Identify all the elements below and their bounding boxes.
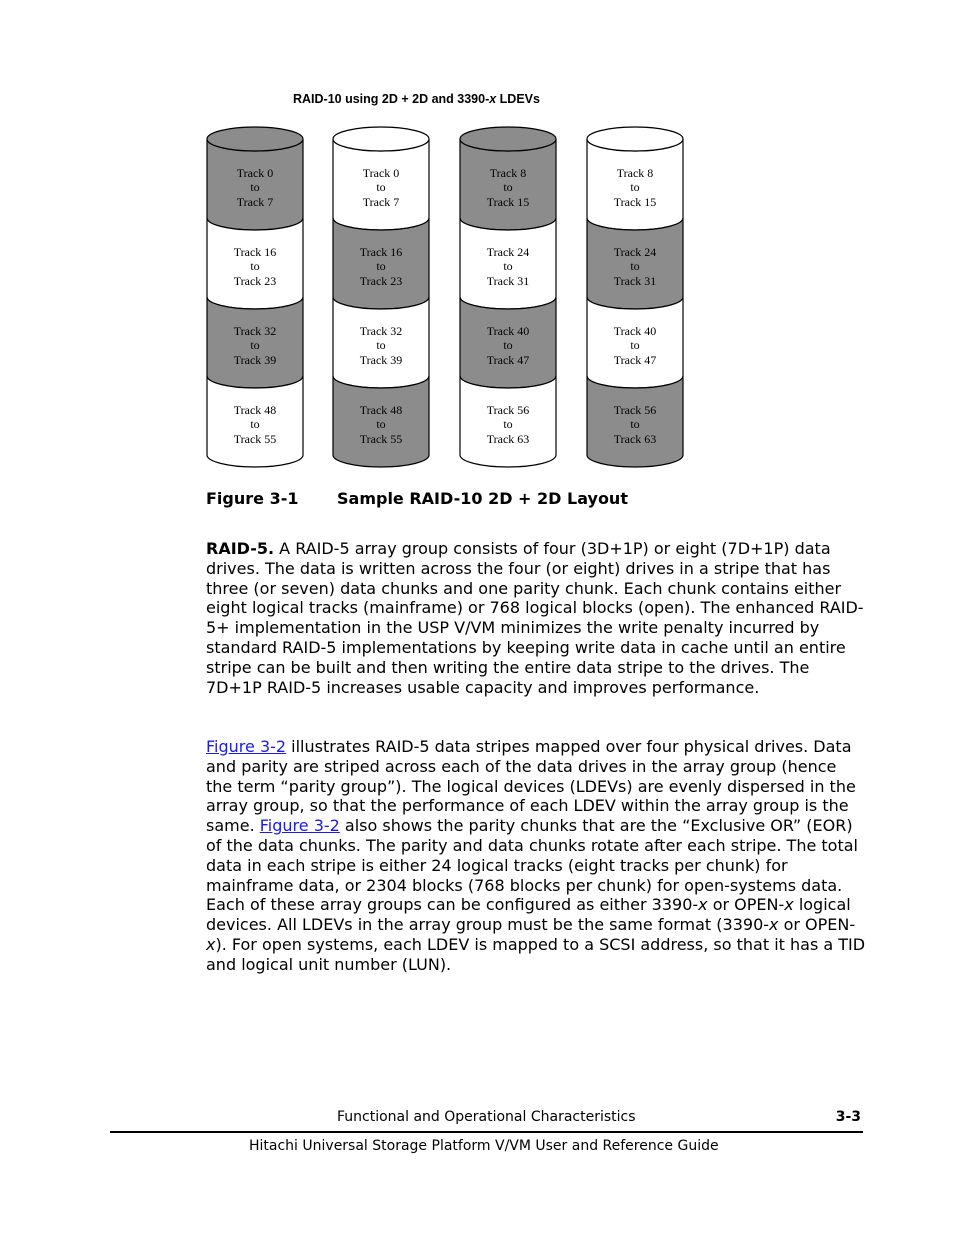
drive-2-segment-2-label-3: Track 23	[359, 274, 403, 288]
drive-3-segment-4-label-1: Track 56	[486, 403, 530, 417]
paragraph-raid5	[206, 539, 866, 697]
figure-title-suffix: LDEVs	[496, 92, 540, 106]
paragraph-figure-ref	[206, 737, 866, 975]
drive-4-segment-3-label-1: Track 40	[613, 324, 657, 338]
figure-3-2-link[interactable]: Figure 3-2	[206, 737, 287, 756]
drive-3-segment-1-label-2: to	[503, 180, 513, 194]
drive-2-segment-4-label-2: to	[376, 417, 386, 431]
paragraph-text-f: ). For open systems, each LDEV is mapped to a SCSI address, so that it has a TID and logical unit number (LUN).	[206, 934, 866, 974]
paragraph-text-b: also shows the parity chunks that are the “Exclusive OR” (EOR) of the data chunks. The parity and data chunks rotate after each stripe. The total data in each stripe is either 24 logical tracks (eight tracks per chunk) for mainframe data, or 2304 blocks (768 blocks per chunk) for open-systems data. Each of these array groups can be configured as either 3390-	[206, 816, 858, 915]
paragraph-text: A RAID-5 array group consists of four (3D+1P) or eight (7D+1P) data drives. The data is written across the four (or eight) drives in a stripe that has three (or seven) data chunks and one parity chunk. Each chunk contains either eight logical tracks (mainframe) or 768 logical blocks (open). The enhanced RAID-5+ implementation in the USP V/VM minimizes the write penalty incurred by standard RAID-5 implementations by keeping write data in cache until an entire stripe can be built and then writing the entire data stripe to the drives. The 7D+1P RAID-5 increases usable capacity and improves performance.	[206, 539, 864, 697]
drive-4-segment-4-label-3: Track 63	[613, 432, 657, 446]
drive-2-segment-3-label-2: to	[376, 338, 386, 352]
figure-title	[293, 92, 540, 106]
drive-1-segment-4-label-3: Track 55	[233, 432, 277, 446]
figure-title-italic: x	[489, 92, 497, 106]
figure-caption	[206, 489, 628, 508]
drive-3-top-cap	[460, 127, 556, 151]
italic-x-4: x	[206, 934, 216, 954]
drive-1-segment-3-label-1: Track 32	[233, 324, 277, 338]
drive-3-segment-1-label-3: Track 15	[486, 195, 530, 209]
drive-1-segment-2-label-2: to	[250, 259, 260, 273]
drive-1-segment-1-label-2: to	[250, 180, 260, 194]
drive-2-segment-1-label-1: Track 0	[362, 166, 400, 180]
footer-guide-title: Hitachi Universal Storage Platform V/VM User and Reference Guide	[249, 1138, 719, 1154]
drive-3-segment-4-label-2: to	[503, 417, 513, 431]
caption-number: Figure 3-1	[206, 489, 299, 508]
drive-4-segment-4-label-1: Track 56	[613, 403, 657, 417]
drive-4-segment-3-label-2: to	[630, 338, 640, 352]
drive-3-segment-4-label-3: Track 63	[486, 432, 530, 446]
drive-2-segment-4-label-1: Track 48	[359, 403, 403, 417]
drive-3-segment-3-label-1: Track 40	[486, 324, 530, 338]
drive-4-segment-1-label-3: Track 15	[613, 195, 657, 209]
italic-x-1: x	[698, 895, 708, 915]
drive-1-segment-2-label-1: Track 16	[233, 245, 277, 259]
drive-1-segment-4-label-1: Track 48	[233, 403, 277, 417]
italic-x-3: x	[769, 915, 779, 935]
drive-3-segment-3-label-2: to	[503, 338, 513, 352]
drive-2-segment-2-label-2: to	[376, 259, 386, 273]
drive-2-segment-2-label-1: Track 16	[359, 245, 403, 259]
figure-title-text: RAID-10 using 2D + 2D and 3390-	[293, 92, 490, 106]
drive-4-segment-4-label-2: to	[630, 417, 640, 431]
drive-1-segment-1-label-3: Track 7	[236, 195, 274, 209]
drive-1-segment-1-label-1: Track 0	[236, 166, 274, 180]
drive-4-segment-2-label-3: Track 31	[613, 274, 657, 288]
drive-1-segment-2-label-3: Track 23	[233, 274, 277, 288]
drive-2-segment-1-label-3: Track 7	[362, 195, 400, 209]
caption-title: Sample RAID-10 2D + 2D Layout	[337, 489, 628, 508]
drive-3-segment-2-label-2: to	[503, 259, 513, 273]
drive-3-segment-1-label-1: Track 8	[489, 166, 527, 180]
drive-2-segment-4-label-3: Track 55	[359, 432, 403, 446]
footer-page-number: 3-3	[835, 1109, 861, 1125]
drive-3-segment-3-label-3: Track 47	[486, 353, 530, 367]
paragraph-text-a: illustrates RAID-5 data stripes mapped over four physical drives. Data and parity are striped across each of the data drives in the array group (hence the term “parity group”). The logical devices (LDEVs) are evenly dispersed in the array group, so that the performance of each LDEV within the array group is the same.	[206, 737, 856, 836]
drive-1-segment-3-label-2: to	[250, 338, 260, 352]
drive-4-segment-2-label-2: to	[630, 259, 640, 273]
paragraph-text-d: logical devices. All LDEVs in the array group must be the same format (3390-	[206, 895, 851, 935]
paragraph-text-c: or OPEN-	[707, 895, 785, 915]
paragraph-text-e: or OPEN-	[778, 915, 856, 935]
footer-section-title: Functional and Operational Characteristics	[337, 1109, 636, 1125]
drive-2-top-cap	[333, 127, 429, 151]
drive-4-segment-3-label-3: Track 47	[613, 353, 657, 367]
drive-1-segment-4-label-2: to	[250, 417, 260, 431]
drive-3-segment-2-label-1: Track 24	[486, 245, 530, 259]
drive-1-segment-3-label-3: Track 39	[233, 353, 277, 367]
drive-4-top-cap	[587, 127, 683, 151]
drive-3-segment-2-label-3: Track 31	[486, 274, 530, 288]
italic-x-2: x	[784, 895, 794, 915]
drive-1-top-cap	[207, 127, 303, 151]
paragraph-lead: RAID-5.	[206, 539, 275, 558]
drive-4-segment-1-label-1: Track 8	[616, 166, 654, 180]
figure-3-2-link-2[interactable]: Figure 3-2	[259, 816, 340, 836]
drive-4-segment-1-label-2: to	[630, 180, 640, 194]
drive-2-segment-3-label-3: Track 39	[359, 353, 403, 367]
raid10-diagram	[200, 118, 700, 478]
drive-2-segment-1-label-2: to	[376, 180, 386, 194]
drive-4-segment-2-label-1: Track 24	[613, 245, 657, 259]
drive-2-segment-3-label-1: Track 32	[359, 324, 403, 338]
footer-divider	[110, 1131, 863, 1133]
